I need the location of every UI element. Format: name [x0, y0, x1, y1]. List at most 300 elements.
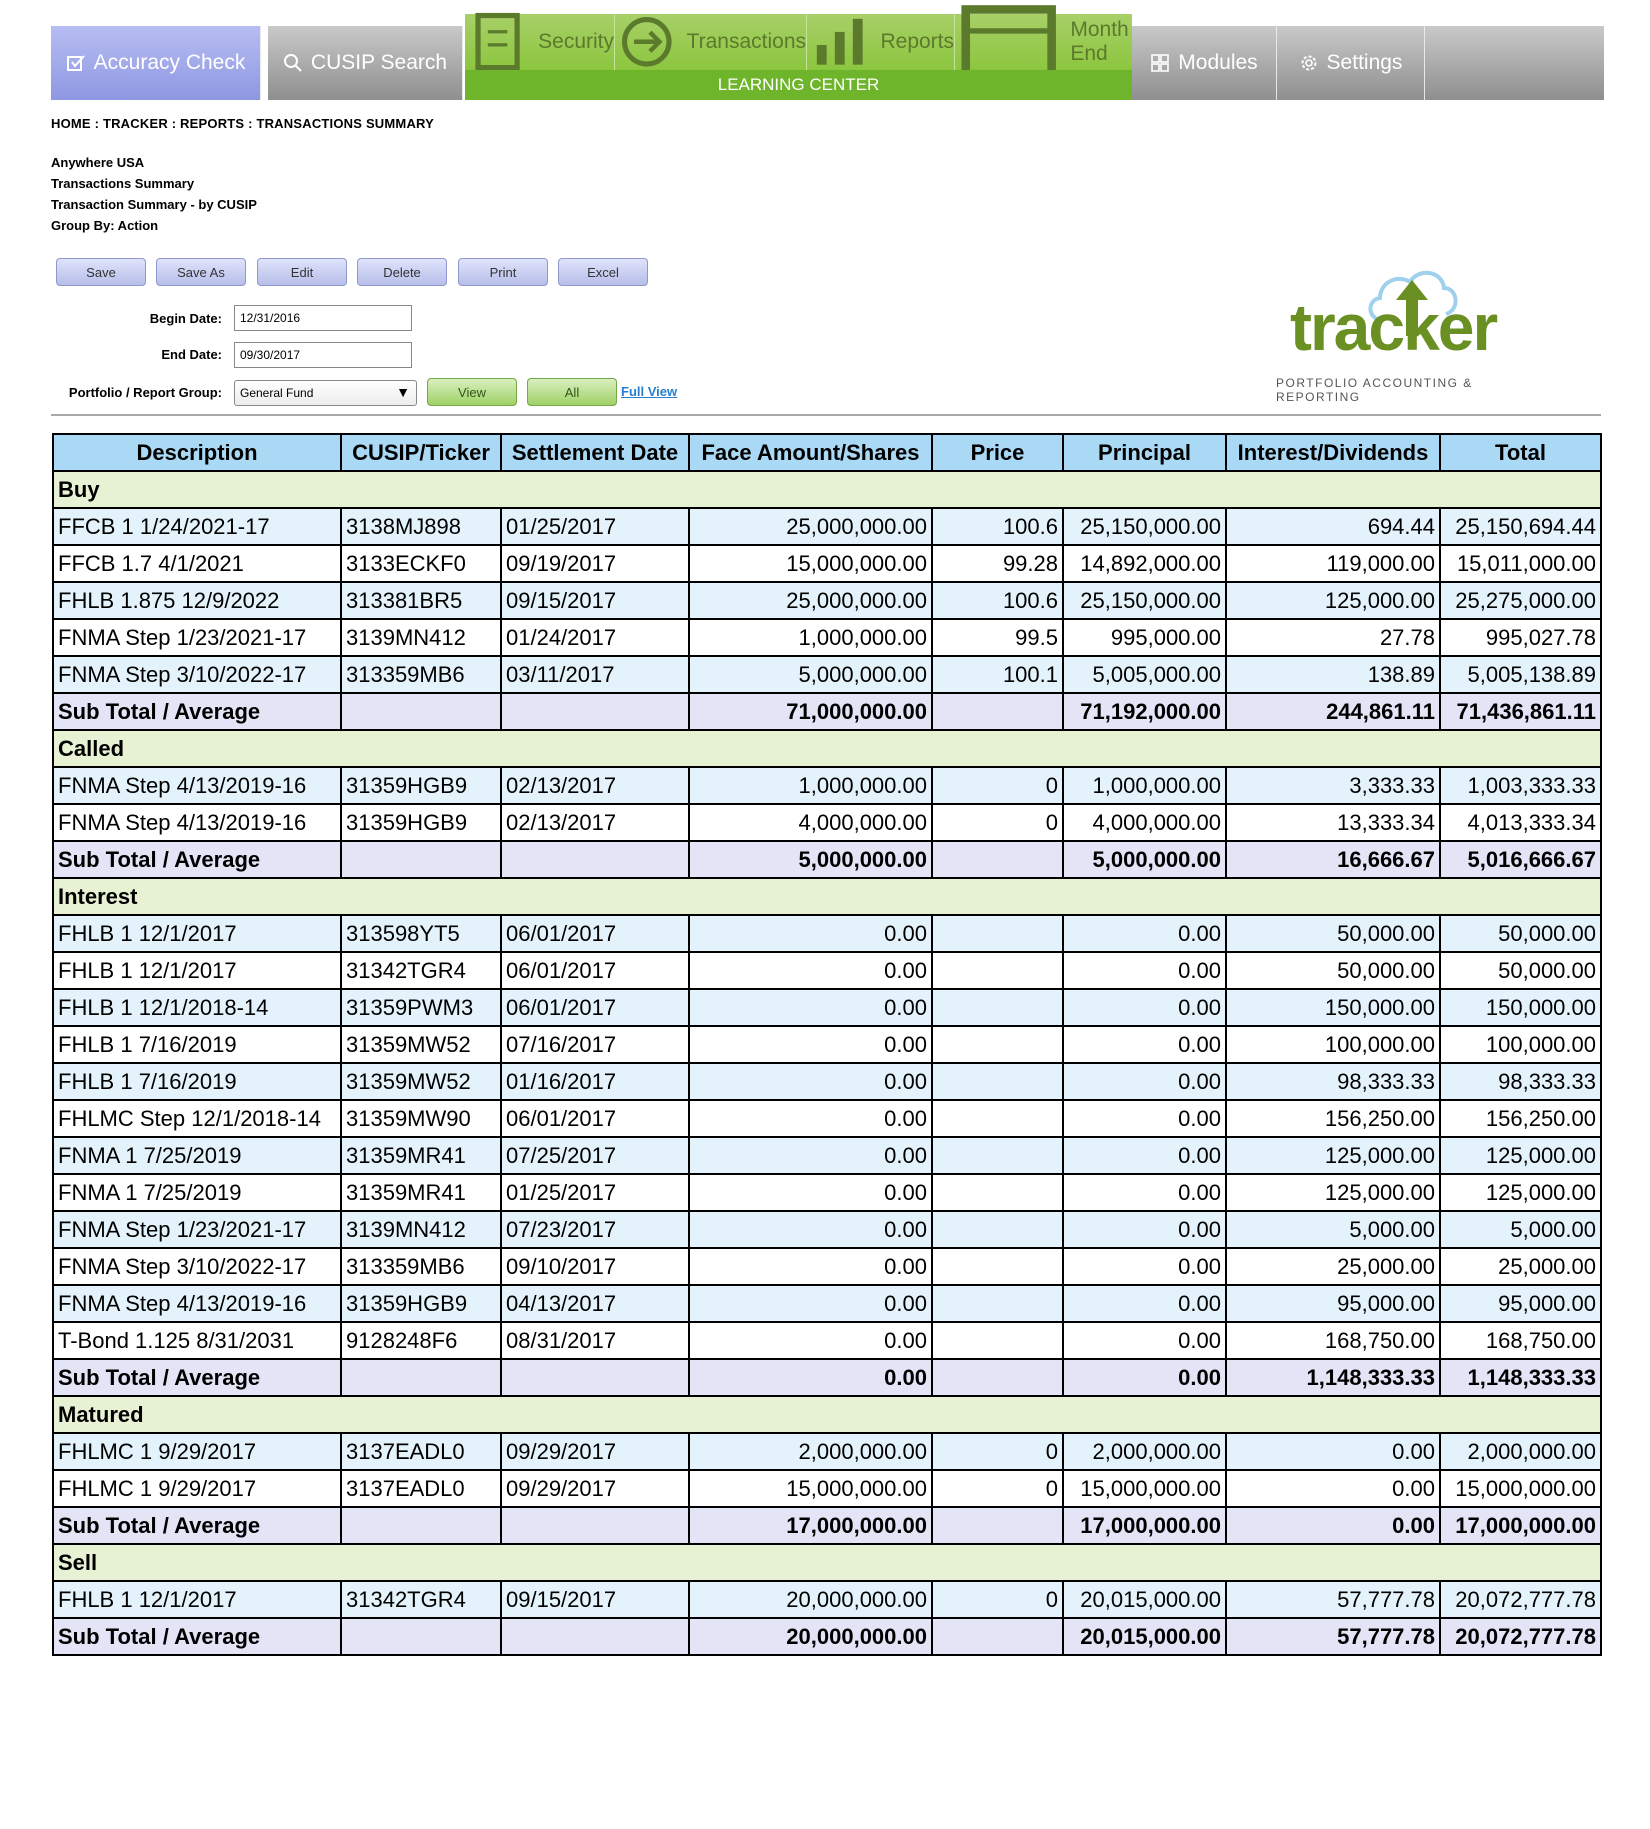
interest-cell: 156,250.00 [1226, 1100, 1440, 1137]
face-amount-cell: 1,000,000.00 [689, 767, 932, 804]
price-cell: 100.6 [932, 508, 1063, 545]
subtotal-total-cell: 20,072,777.78 [1440, 1618, 1601, 1655]
principal-cell: 25,150,000.00 [1063, 508, 1226, 545]
subtotal-interest-cell: 16,666.67 [1226, 841, 1440, 878]
principal-cell: 0.00 [1063, 915, 1226, 952]
principal-cell: 20,015,000.00 [1063, 1581, 1226, 1618]
price-cell [932, 1137, 1063, 1174]
interest-cell: 125,000.00 [1226, 582, 1440, 619]
report-name: Transactions Summary [51, 176, 195, 191]
tab-settings[interactable] [1277, 26, 1425, 100]
group-name: Matured [53, 1396, 1601, 1433]
settlement-date-cell: 06/01/2017 [501, 989, 689, 1026]
settlement-date-cell: 06/01/2017 [501, 915, 689, 952]
table-row[interactable] [53, 656, 1601, 693]
subtotal-cusip-cell [341, 841, 501, 878]
table-row[interactable] [53, 1137, 1601, 1174]
description-cell: FFCB 1.7 4/1/2021 [53, 545, 341, 582]
cusip-cell: 313598YT5 [341, 915, 501, 952]
document-icon [465, 9, 530, 74]
bar-chart-icon [807, 9, 872, 74]
total-cell: 50,000.00 [1440, 952, 1601, 989]
principal-cell: 0.00 [1063, 1026, 1226, 1063]
price-cell [932, 1322, 1063, 1359]
main-navigation [51, 14, 1604, 101]
total-cell: 95,000.00 [1440, 1285, 1601, 1322]
table-row[interactable] [53, 1433, 1601, 1470]
tab-label: Reports [880, 30, 954, 53]
table-row[interactable] [53, 915, 1601, 952]
subtotal-settlement-date-cell [501, 1507, 689, 1544]
interest-cell: 150,000.00 [1226, 989, 1440, 1026]
description-cell: FNMA 1 7/25/2019 [53, 1174, 341, 1211]
learning-center-label[interactable]: LEARNING CENTER [465, 70, 1132, 100]
group-header-row [53, 730, 1601, 767]
description-cell: FHLMC 1 9/29/2017 [53, 1433, 341, 1470]
table-row[interactable] [53, 1322, 1601, 1359]
face-amount-cell: 0.00 [689, 989, 932, 1026]
description-cell: FHLB 1 12/1/2018-14 [53, 989, 341, 1026]
price-cell [932, 1174, 1063, 1211]
subtotal-principal-cell: 5,000,000.00 [1063, 841, 1226, 878]
settlement-date-cell: 06/01/2017 [501, 1100, 689, 1137]
price-cell [932, 1026, 1063, 1063]
tab-reports[interactable] [807, 14, 955, 70]
group-name: Sell [53, 1544, 1601, 1581]
settlement-date-cell: 01/25/2017 [501, 508, 689, 545]
description-cell: FNMA Step 4/13/2019-16 [53, 1285, 341, 1322]
subtotal-description-cell: Sub Total / Average [53, 1507, 341, 1544]
subtotal-row [53, 1618, 1601, 1655]
table-row[interactable] [53, 1100, 1601, 1137]
table-row[interactable] [53, 1174, 1601, 1211]
tab-label: Modules [1178, 51, 1258, 74]
total-cell: 98,333.33 [1440, 1063, 1601, 1100]
table-row[interactable] [53, 1470, 1601, 1507]
interest-cell: 0.00 [1226, 1433, 1440, 1470]
price-cell: 0 [932, 1581, 1063, 1618]
subtotal-principal-cell: 17,000,000.00 [1063, 1507, 1226, 1544]
subtotal-principal-cell: 20,015,000.00 [1063, 1618, 1226, 1655]
description-cell: FHLMC Step 12/1/2018-14 [53, 1100, 341, 1137]
face-amount-cell: 1,000,000.00 [689, 619, 932, 656]
interest-cell: 3,333.33 [1226, 767, 1440, 804]
entity-name: Anywhere USA [51, 155, 145, 170]
cusip-cell: 31342TGR4 [341, 952, 501, 989]
subtotal-interest-cell: 244,861.11 [1226, 693, 1440, 730]
cusip-cell: 31359MR41 [341, 1174, 501, 1211]
tab-blank [1425, 26, 1604, 100]
interest-cell: 5,000.00 [1226, 1211, 1440, 1248]
principal-cell: 0.00 [1063, 989, 1226, 1026]
edit-button[interactable]: Edit [257, 258, 347, 286]
cusip-cell: 31359MW90 [341, 1100, 501, 1137]
principal-cell: 0.00 [1063, 1248, 1226, 1285]
subtotal-total-cell: 17,000,000.00 [1440, 1507, 1601, 1544]
face-amount-cell: 0.00 [689, 952, 932, 989]
face-amount-cell: 0.00 [689, 1322, 932, 1359]
table-row[interactable] [53, 1581, 1601, 1618]
group-header-row [53, 1396, 1601, 1433]
cusip-cell: 3139MN412 [341, 619, 501, 656]
cusip-cell: 313359MB6 [341, 1248, 501, 1285]
print-button[interactable]: Print [458, 258, 548, 286]
price-cell [932, 1100, 1063, 1137]
column-header-total[interactable]: Total [1440, 434, 1601, 471]
face-amount-cell: 4,000,000.00 [689, 804, 932, 841]
cusip-cell: 31359HGB9 [341, 1285, 501, 1322]
subtotal-interest-cell: 1,148,333.33 [1226, 1359, 1440, 1396]
description-cell: FNMA Step 4/13/2019-16 [53, 767, 341, 804]
subtotal-settlement-date-cell [501, 841, 689, 878]
total-cell: 156,250.00 [1440, 1100, 1601, 1137]
search-icon [283, 53, 303, 73]
table-row[interactable] [53, 1211, 1601, 1248]
table-row[interactable] [53, 1063, 1601, 1100]
settlement-date-cell: 09/19/2017 [501, 545, 689, 582]
principal-cell: 0.00 [1063, 1100, 1226, 1137]
face-amount-cell: 0.00 [689, 1248, 932, 1285]
view-button[interactable]: View [427, 378, 517, 406]
subtotal-face-amount-cell: 5,000,000.00 [689, 841, 932, 878]
full-view-link[interactable]: Full View [621, 384, 678, 399]
settlement-date-cell: 09/15/2017 [501, 582, 689, 619]
description-cell: FNMA Step 3/10/2022-17 [53, 1248, 341, 1285]
table-row[interactable] [53, 1248, 1601, 1285]
group-header-row [53, 1544, 1601, 1581]
description-cell: FHLB 1 7/16/2019 [53, 1026, 341, 1063]
interest-cell: 125,000.00 [1226, 1174, 1440, 1211]
group-by: Group By: Action [51, 218, 159, 233]
subtotal-price-cell [932, 1618, 1063, 1655]
subtotal-cusip-cell [341, 1359, 501, 1396]
cusip-cell: 3138MJ898 [341, 508, 501, 545]
total-cell: 4,013,333.34 [1440, 804, 1601, 841]
price-cell: 0 [932, 804, 1063, 841]
face-amount-cell: 2,000,000.00 [689, 1433, 932, 1470]
table-row[interactable] [53, 619, 1601, 656]
price-cell: 100.1 [932, 656, 1063, 693]
subtotal-row [53, 841, 1601, 878]
subtotal-cusip-cell [341, 1618, 501, 1655]
description-cell: FHLB 1.875 12/9/2022 [53, 582, 341, 619]
price-cell: 100.6 [932, 582, 1063, 619]
interest-cell: 100,000.00 [1226, 1026, 1440, 1063]
subtotal-principal-cell: 71,192,000.00 [1063, 693, 1226, 730]
interest-cell: 50,000.00 [1226, 952, 1440, 989]
total-cell: 1,003,333.33 [1440, 767, 1601, 804]
gear-icon [1299, 53, 1319, 73]
tab-label: Security [538, 30, 614, 53]
column-header-price[interactable]: Price [932, 434, 1063, 471]
portfolio-selected-value: General Fund [240, 386, 314, 400]
subtotal-face-amount-cell: 20,000,000.00 [689, 1618, 932, 1655]
logo-wordmark: tracker [1290, 290, 1497, 364]
face-amount-cell: 25,000,000.00 [689, 582, 932, 619]
settlement-date-cell: 03/11/2017 [501, 656, 689, 693]
grid-icon [1150, 53, 1170, 73]
cusip-cell: 31359HGB9 [341, 767, 501, 804]
face-amount-cell: 0.00 [689, 1026, 932, 1063]
table-row[interactable] [53, 804, 1601, 841]
cusip-cell: 3137EADL0 [341, 1433, 501, 1470]
table-body [53, 471, 1601, 1655]
subtotal-price-cell [932, 1359, 1063, 1396]
subtotal-price-cell [932, 841, 1063, 878]
cusip-cell: 31359MW52 [341, 1063, 501, 1100]
end-date-label: End Date: [161, 347, 222, 362]
principal-cell: 0.00 [1063, 1285, 1226, 1322]
tab-label: Settings [1326, 51, 1403, 74]
total-cell: 25,150,694.44 [1440, 508, 1601, 545]
tab-security[interactable] [465, 14, 615, 70]
principal-cell: 5,005,000.00 [1063, 656, 1226, 693]
settlement-date-cell: 06/01/2017 [501, 952, 689, 989]
refresh-icon [615, 10, 679, 74]
logo-tagline: PORTFOLIO ACCOUNTING & REPORTING [1276, 376, 1473, 404]
total-cell: 25,000.00 [1440, 1248, 1601, 1285]
subtotal-face-amount-cell: 71,000,000.00 [689, 693, 932, 730]
subtotal-description-cell: Sub Total / Average [53, 693, 341, 730]
table-row[interactable] [53, 1285, 1601, 1322]
settlement-date-cell: 09/29/2017 [501, 1433, 689, 1470]
learning-center-group [465, 14, 1132, 100]
description-cell: FFCB 1 1/24/2021-17 [53, 508, 341, 545]
cusip-cell: 31359PWM3 [341, 989, 501, 1026]
settlement-date-cell: 07/16/2017 [501, 1026, 689, 1063]
begin-date-label: Begin Date: [149, 311, 222, 326]
principal-cell: 0.00 [1063, 1063, 1226, 1100]
principal-cell: 14,892,000.00 [1063, 545, 1226, 582]
save-as-button[interactable]: Save As [156, 258, 246, 286]
subtotal-description-cell: Sub Total / Average [53, 1359, 341, 1396]
settlement-date-cell: 09/10/2017 [501, 1248, 689, 1285]
subtotal-cusip-cell [341, 693, 501, 730]
save-button[interactable]: Save [56, 258, 146, 286]
total-cell: 995,027.78 [1440, 619, 1601, 656]
settlement-date-cell: 07/23/2017 [501, 1211, 689, 1248]
settlement-date-cell: 07/25/2017 [501, 1137, 689, 1174]
cusip-cell: 3133ECKF0 [341, 545, 501, 582]
header-row [53, 434, 1601, 471]
interest-cell: 98,333.33 [1226, 1063, 1440, 1100]
principal-cell: 4,000,000.00 [1063, 804, 1226, 841]
portfolio-label: Portfolio / Report Group: [68, 385, 222, 400]
table-row[interactable] [53, 1026, 1601, 1063]
column-header-principal[interactable]: Principal [1063, 434, 1226, 471]
column-header-face-amount[interactable]: Face Amount/Shares [689, 434, 932, 471]
report-info [51, 152, 257, 236]
total-cell: 20,072,777.78 [1440, 1581, 1601, 1618]
principal-cell: 0.00 [1063, 1211, 1226, 1248]
subtotal-interest-cell: 57,777.78 [1226, 1618, 1440, 1655]
tab-modules[interactable] [1132, 26, 1277, 100]
cusip-cell: 31359MR41 [341, 1137, 501, 1174]
group-name: Buy [53, 471, 1601, 508]
description-cell: T-Bond 1.125 8/31/2031 [53, 1322, 341, 1359]
face-amount-cell: 20,000,000.00 [689, 1581, 932, 1618]
price-cell [932, 915, 1063, 952]
total-cell: 100,000.00 [1440, 1026, 1601, 1063]
settlement-date-cell: 02/13/2017 [501, 804, 689, 841]
table-row[interactable] [53, 952, 1601, 989]
face-amount-cell: 0.00 [689, 1211, 932, 1248]
price-cell: 0 [932, 767, 1063, 804]
column-header-description[interactable]: Description [53, 434, 341, 471]
settlement-date-cell: 01/24/2017 [501, 619, 689, 656]
settlement-date-cell: 08/31/2017 [501, 1322, 689, 1359]
description-cell: FNMA Step 1/23/2021-17 [53, 1211, 341, 1248]
delete-button[interactable]: Delete [357, 258, 447, 286]
group-header-row [53, 471, 1601, 508]
subtotal-row [53, 693, 1601, 730]
column-header-cusip[interactable]: CUSIP/Ticker [341, 434, 501, 471]
subtotal-settlement-date-cell [501, 1618, 689, 1655]
divider [51, 414, 1601, 416]
total-cell: 150,000.00 [1440, 989, 1601, 1026]
principal-cell: 1,000,000.00 [1063, 767, 1226, 804]
principal-cell: 0.00 [1063, 1137, 1226, 1174]
tab-accuracy-check[interactable] [51, 26, 261, 100]
cusip-cell: 313381BR5 [341, 582, 501, 619]
tab-month-end[interactable] [955, 14, 1132, 70]
settlement-date-cell: 02/13/2017 [501, 767, 689, 804]
principal-cell: 995,000.00 [1063, 619, 1226, 656]
price-cell: 99.5 [932, 619, 1063, 656]
face-amount-cell: 25,000,000.00 [689, 508, 932, 545]
face-amount-cell: 15,000,000.00 [689, 545, 932, 582]
tab-cusip-search[interactable] [268, 26, 463, 100]
excel-button[interactable]: Excel [558, 258, 648, 286]
begin-date-field[interactable] [234, 305, 412, 331]
portfolio-select[interactable] [234, 380, 417, 406]
description-cell: FNMA 1 7/25/2019 [53, 1137, 341, 1174]
price-cell [932, 1248, 1063, 1285]
subtotal-total-cell: 5,016,666.67 [1440, 841, 1601, 878]
checkbox-icon [66, 53, 86, 73]
tab-label: CUSIP Search [310, 51, 448, 74]
total-cell: 125,000.00 [1440, 1174, 1601, 1211]
total-cell: 5,000.00 [1440, 1211, 1601, 1248]
group-header-row [53, 878, 1601, 915]
interest-cell: 119,000.00 [1226, 545, 1440, 582]
principal-cell: 25,150,000.00 [1063, 582, 1226, 619]
principal-cell: 0.00 [1063, 1174, 1226, 1211]
subtotal-price-cell [932, 1507, 1063, 1544]
interest-cell: 57,777.78 [1226, 1581, 1440, 1618]
settlement-date-cell: 04/13/2017 [501, 1285, 689, 1322]
price-cell [932, 1211, 1063, 1248]
total-cell: 15,000,000.00 [1440, 1470, 1601, 1507]
total-cell: 25,275,000.00 [1440, 582, 1601, 619]
interest-cell: 694.44 [1226, 508, 1440, 545]
tab-transactions[interactable] [615, 14, 807, 70]
table-row[interactable] [53, 508, 1601, 545]
breadcrumb: HOME : TRACKER : REPORTS : TRANSACTIONS SUMMARY [51, 116, 435, 131]
cusip-cell: 31359MW52 [341, 1026, 501, 1063]
interest-cell: 0.00 [1226, 1470, 1440, 1507]
principal-cell: 0.00 [1063, 952, 1226, 989]
face-amount-cell: 0.00 [689, 1285, 932, 1322]
total-cell: 5,005,138.89 [1440, 656, 1601, 693]
cusip-cell: 31342TGR4 [341, 1581, 501, 1618]
interest-cell: 95,000.00 [1226, 1285, 1440, 1322]
price-cell: 99.28 [932, 545, 1063, 582]
price-cell [932, 1063, 1063, 1100]
table-row[interactable] [53, 582, 1601, 619]
settlement-date-cell: 01/25/2017 [501, 1174, 689, 1211]
settlement-date-cell: 09/29/2017 [501, 1470, 689, 1507]
price-cell [932, 952, 1063, 989]
face-amount-cell: 0.00 [689, 1063, 932, 1100]
price-cell [932, 989, 1063, 1026]
tracker-logo [1270, 258, 1530, 404]
tab-label: Month End [1070, 18, 1129, 65]
subtotal-row [53, 1359, 1601, 1396]
description-cell: FNMA Step 1/23/2021-17 [53, 619, 341, 656]
description-cell: FHLMC 1 9/29/2017 [53, 1470, 341, 1507]
subtotal-face-amount-cell: 17,000,000.00 [689, 1507, 932, 1544]
subtotal-price-cell [932, 693, 1063, 730]
subtotal-row [53, 1507, 1601, 1544]
description-cell: FHLB 1 12/1/2017 [53, 1581, 341, 1618]
subtotal-face-amount-cell: 0.00 [689, 1359, 932, 1396]
subtotal-cusip-cell [341, 1507, 501, 1544]
interest-cell: 25,000.00 [1226, 1248, 1440, 1285]
tab-label: Transactions [686, 30, 806, 53]
price-cell [932, 1285, 1063, 1322]
face-amount-cell: 0.00 [689, 915, 932, 952]
dropdown-arrow-icon: ▼ [396, 384, 410, 400]
table-row[interactable] [53, 545, 1601, 582]
total-cell: 15,011,000.00 [1440, 545, 1601, 582]
table-row[interactable] [53, 767, 1601, 804]
table-row[interactable] [53, 989, 1601, 1026]
face-amount-cell: 0.00 [689, 1100, 932, 1137]
interest-cell: 168,750.00 [1226, 1322, 1440, 1359]
face-amount-cell: 5,000,000.00 [689, 656, 932, 693]
all-button[interactable]: All [527, 378, 617, 406]
subtotal-interest-cell: 0.00 [1226, 1507, 1440, 1544]
total-cell: 125,000.00 [1440, 1137, 1601, 1174]
principal-cell: 2,000,000.00 [1063, 1433, 1226, 1470]
settlement-date-cell: 01/16/2017 [501, 1063, 689, 1100]
subtotal-principal-cell: 0.00 [1063, 1359, 1226, 1396]
subtotal-total-cell: 71,436,861.11 [1440, 693, 1601, 730]
subtotal-description-cell: Sub Total / Average [53, 1618, 341, 1655]
description-cell: FNMA Step 4/13/2019-16 [53, 804, 341, 841]
total-cell: 50,000.00 [1440, 915, 1601, 952]
cusip-cell: 3137EADL0 [341, 1470, 501, 1507]
column-header-settlement-date[interactable]: Settlement Date [501, 434, 689, 471]
column-header-interest[interactable]: Interest/Dividends [1226, 434, 1440, 471]
cusip-cell: 3139MN412 [341, 1211, 501, 1248]
interest-cell: 50,000.00 [1226, 915, 1440, 952]
face-amount-cell: 0.00 [689, 1137, 932, 1174]
cusip-cell: 9128248F6 [341, 1322, 501, 1359]
subtotal-total-cell: 1,148,333.33 [1440, 1359, 1601, 1396]
interest-cell: 13,333.34 [1226, 804, 1440, 841]
total-cell: 168,750.00 [1440, 1322, 1601, 1359]
price-cell: 0 [932, 1470, 1063, 1507]
principal-cell: 0.00 [1063, 1322, 1226, 1359]
subtotal-description-cell: Sub Total / Average [53, 841, 341, 878]
end-date-field[interactable] [234, 342, 412, 368]
group-name: Called [53, 730, 1601, 767]
total-cell: 2,000,000.00 [1440, 1433, 1601, 1470]
settlement-date-cell: 09/15/2017 [501, 1581, 689, 1618]
report-type: Transaction Summary - by CUSIP [51, 197, 257, 212]
